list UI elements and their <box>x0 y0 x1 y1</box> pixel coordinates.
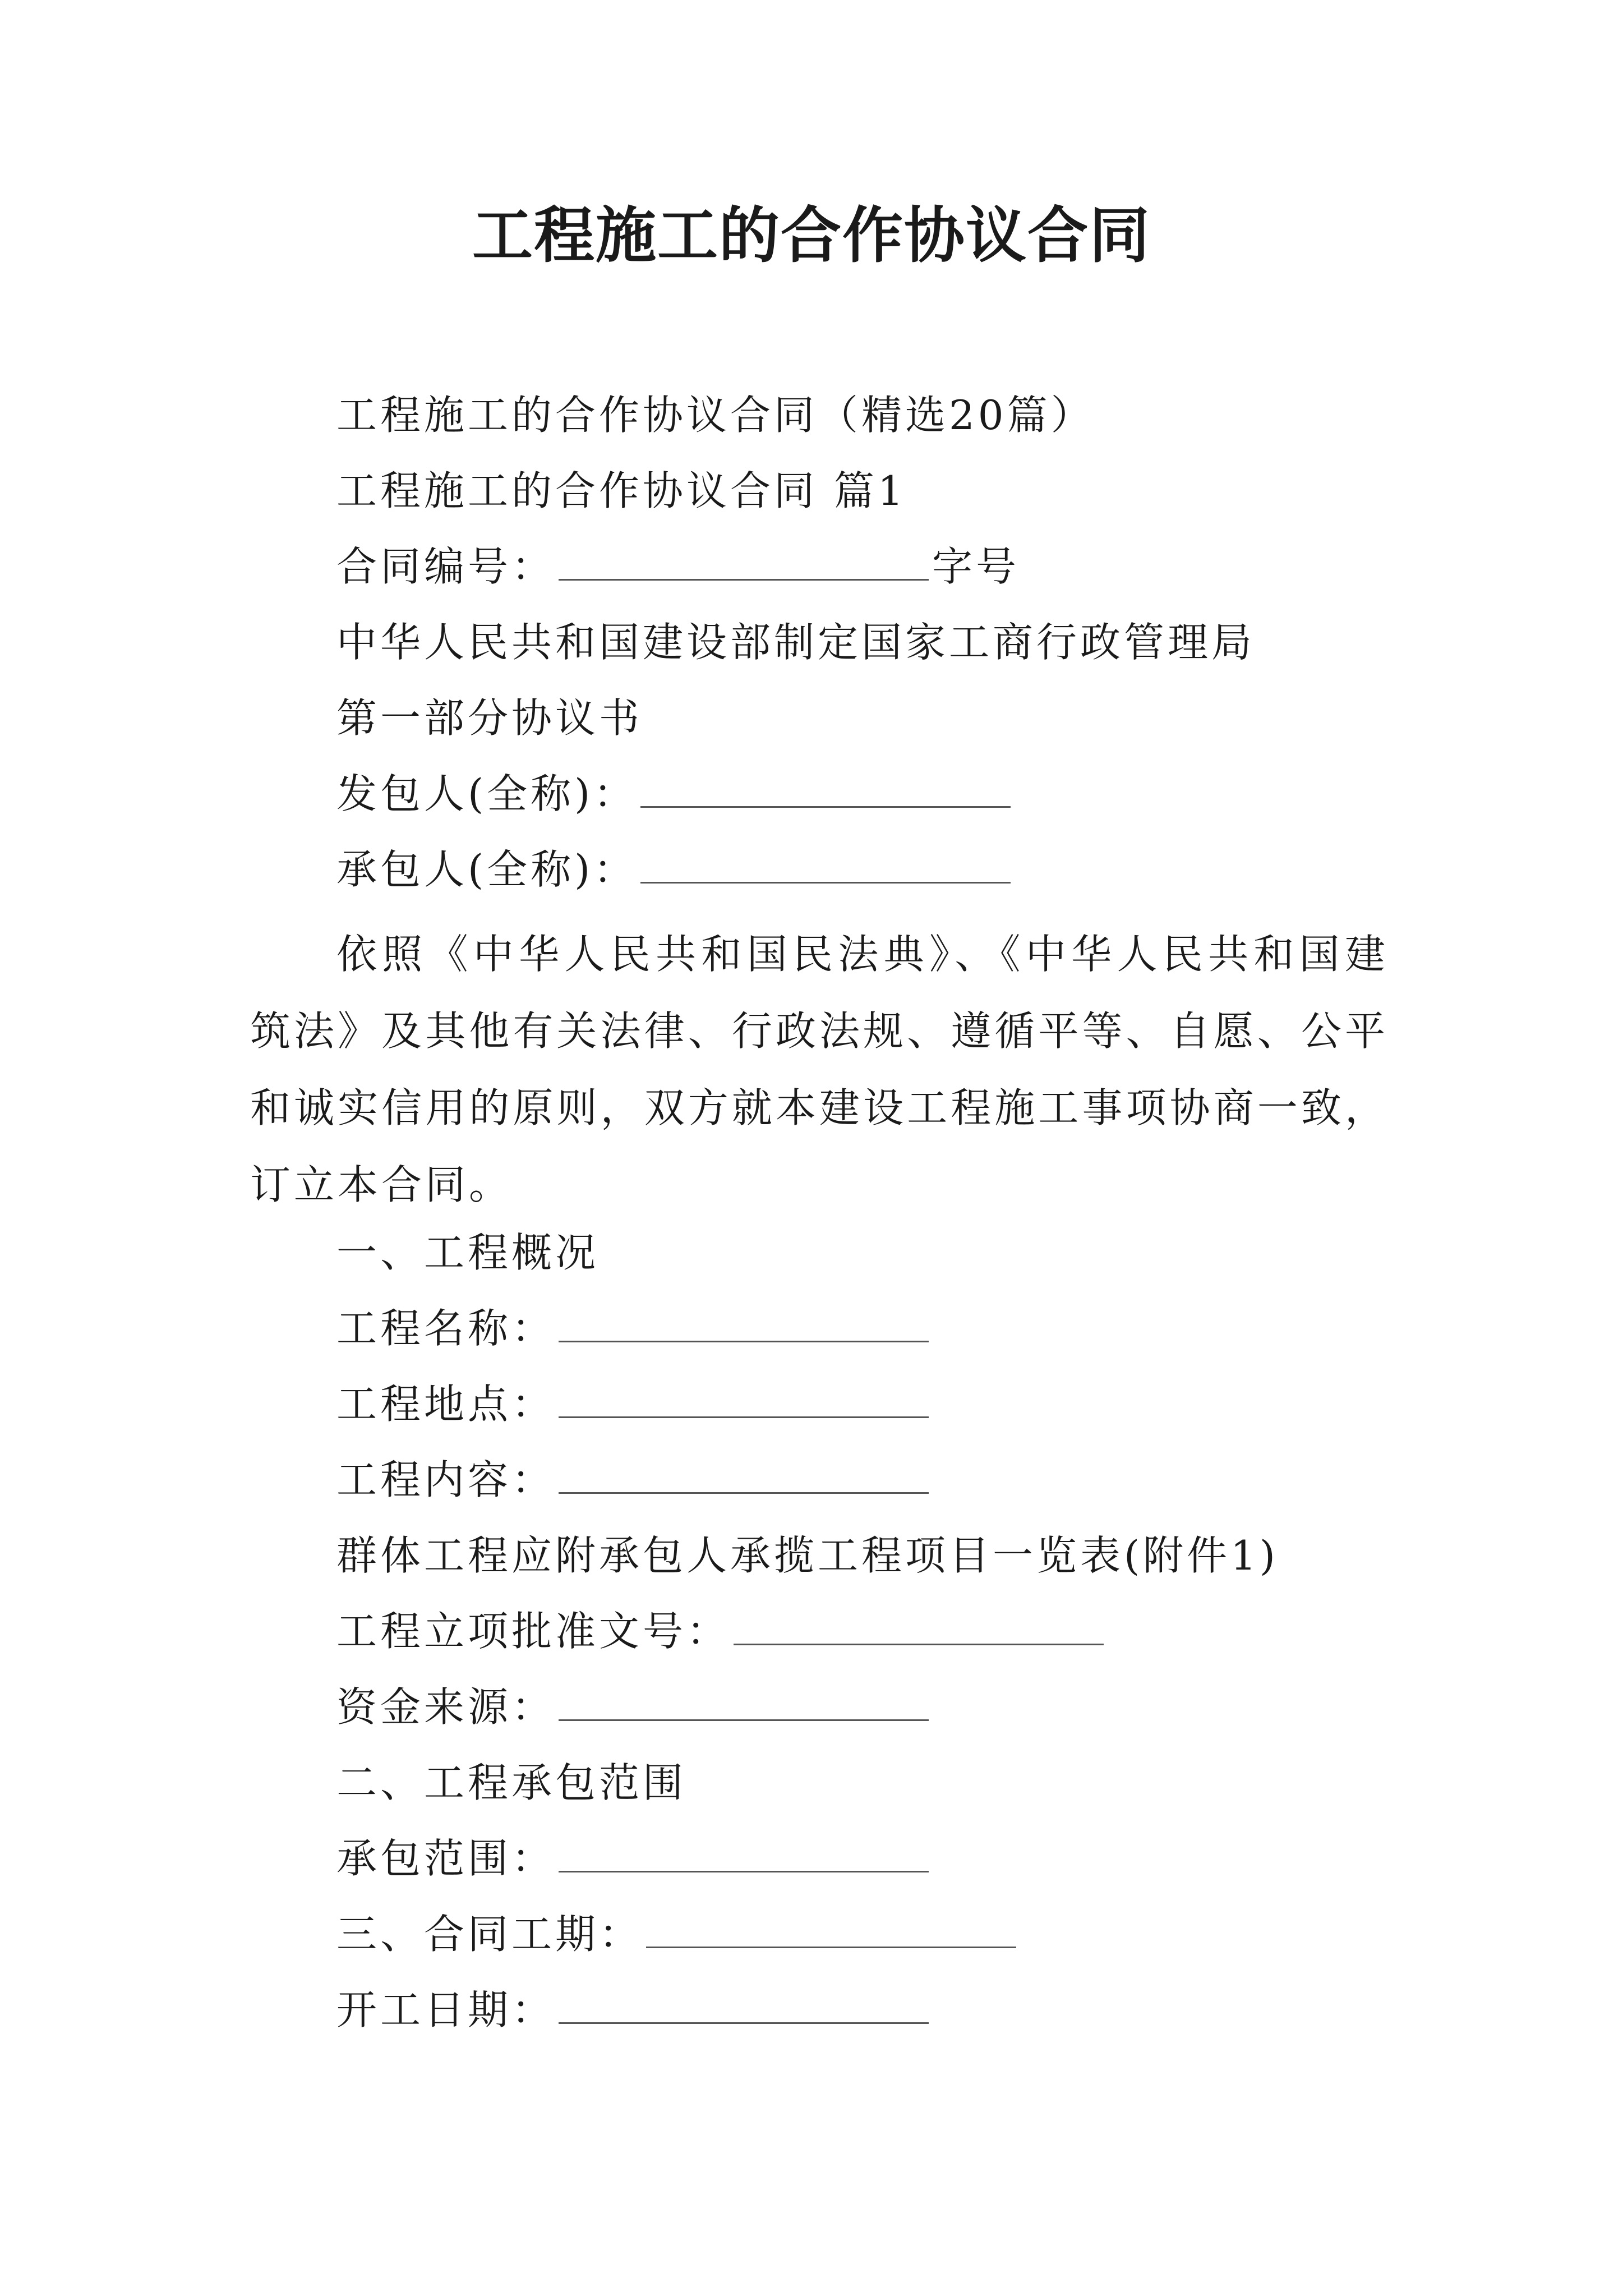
approval-number-field[interactable] <box>734 1610 1104 1645</box>
project-content-field[interactable] <box>559 1458 929 1494</box>
attachment-note-line: 群体工程应附承包人承揽工程项目一览表(附件1) <box>336 1532 1279 1579</box>
contract-period-field[interactable] <box>646 1913 1016 1948</box>
scope-line <box>336 1830 932 1887</box>
scope-field[interactable] <box>559 1837 929 1872</box>
contractor-field[interactable] <box>640 848 1011 884</box>
section-heading: 工程施工的合作协议合同 篇1 <box>336 467 907 514</box>
start-date-line <box>336 1982 932 2038</box>
issuer-line: 中华人民共和国建设部制定国家工商行政管理局 <box>336 619 1256 666</box>
preamble-paragraph: 依照《中华人民共和国民法典》、《中华人民共和国建筑法》及其他有关法律、行政法规、遵循平等、自愿、公平和诚实信用的原则，双方就本建设工程施工事项协商一致，订立本合同。 <box>250 931 1389 1208</box>
contract-number-label: 合同编号： <box>336 543 556 590</box>
project-location-label: 工程地点： <box>336 1381 556 1428</box>
project-name-label: 工程名称： <box>336 1305 556 1352</box>
project-content-line <box>336 1452 932 1508</box>
project-location-line <box>336 1376 932 1432</box>
funding-source-label: 资金来源： <box>336 1683 556 1731</box>
approval-number-line <box>336 1603 1107 1659</box>
part-heading: 第一部分协议书 <box>336 694 643 742</box>
scope-heading: 二、工程承包范围 <box>336 1759 687 1806</box>
funding-source-field[interactable] <box>559 1686 929 1721</box>
employer-label: 发包人(全称)： <box>336 770 638 817</box>
contractor-label: 承包人(全称)： <box>336 846 638 893</box>
employer-field[interactable] <box>640 772 1011 808</box>
project-name-line <box>336 1300 932 1356</box>
start-date-label: 开工日期： <box>336 1986 556 2033</box>
contract-number-field[interactable] <box>559 545 929 581</box>
contract-number-line <box>336 539 1020 595</box>
project-location-field[interactable] <box>559 1383 929 1418</box>
contract-period-label: 三、合同工期： <box>336 1911 643 1958</box>
approval-number-label: 工程立项批准文号： <box>336 1608 731 1655</box>
contract-period-line <box>336 1906 1020 1962</box>
funding-source-line <box>336 1679 932 1735</box>
document-title: 工程施工的合作协议合同 <box>472 200 1151 271</box>
start-date-field[interactable] <box>559 1989 929 2024</box>
scope-label: 承包范围： <box>336 1835 556 1882</box>
project-name-field[interactable] <box>559 1307 929 1342</box>
project-overview-heading: 一、工程概况 <box>336 1229 600 1276</box>
subtitle-line: 工程施工的合作协议合同（精选20篇） <box>336 392 1095 439</box>
contract-number-suffix: 字号 <box>932 543 1020 590</box>
project-content-label: 工程内容： <box>336 1456 556 1503</box>
employer-line <box>336 766 1014 822</box>
contractor-line <box>336 841 1014 898</box>
